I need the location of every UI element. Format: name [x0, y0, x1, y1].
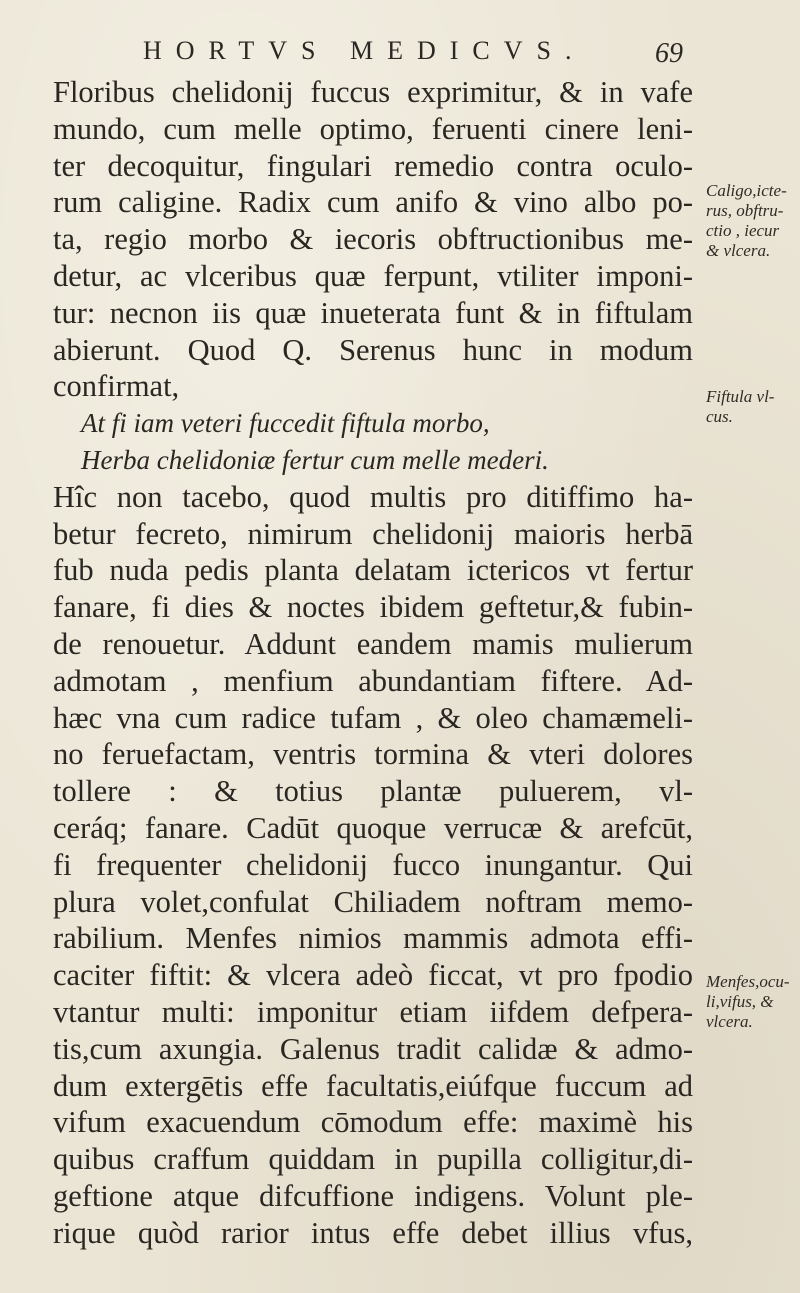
text-line: detur, ac vlceribus quæ ferpunt, vtiliter imponi-	[53, 258, 693, 293]
verse-line: Herba chelidoniæ fertur cum melle mederi.	[81, 444, 549, 475]
text-line: betur fecreto, nimirum chelidonij maioris herbā	[53, 516, 693, 551]
text-line: no feruefactam, ventris tormina & vteri dolores	[53, 737, 693, 772]
text-line: hæc vna cum radice tufam , & oleo chamæmeli-	[53, 700, 693, 735]
margin-note-line: Fiftula vl-	[706, 387, 775, 406]
text-line: fanare, fi dies & noctes ibidem geftetur,& fubin-	[53, 590, 693, 625]
text-line: dum extergētis effe facultatis,eiúfque fuccum ad	[53, 1068, 693, 1103]
text-line: confirmat,	[53, 369, 180, 404]
text-line: mundo, cum melle optimo, feruenti cinere leni-	[53, 111, 693, 146]
text-line: fub nuda pedis planta delatam ictericos vt fertur	[53, 553, 693, 588]
margin-note-line: li,vifus, &	[706, 992, 774, 1011]
text-line: rum caligine. Radix cum anifo & vino albo po-	[53, 185, 693, 220]
text-line: caciter fiftit: & vlcera adeò ficcat, vt pro fpodio	[53, 958, 693, 993]
margin-note-caligo	[706, 181, 798, 261]
text-line: admotam , menfium abundantiam fiftere. Ad-	[53, 663, 693, 698]
margin-note-line: vlcera.	[706, 1012, 753, 1031]
margin-note-menses	[706, 972, 798, 1032]
margin-note-line: Menfes,ocu-	[706, 972, 790, 991]
text-line: ceráq; fanare. Cadūt quoque verrucæ & arefcūt,	[53, 810, 693, 845]
margin-note-fistula	[706, 387, 798, 427]
main-text-block	[53, 74, 693, 1252]
margin-note-line: cus.	[706, 407, 733, 426]
text-line: vtantur multi: imponitur etiam iifdem defpera-	[53, 994, 693, 1029]
text-line: fi frequenter chelidonij fucco inungantur. Qui	[53, 847, 693, 882]
margin-note-line: Caligo,icte-	[706, 181, 787, 200]
text-line: tollere : & totius plantæ puluerem, vl-	[53, 774, 693, 809]
margin-note-line: & vlcera.	[706, 241, 771, 260]
text-line: geftione atque difcuffione indigens. Volunt ple-	[53, 1178, 693, 1213]
text-line: Hîc non tacebo, quod multis pro ditiffimo ha-	[53, 479, 693, 514]
page-header	[143, 36, 683, 76]
text-line: plura volet,confulat Chiliadem noftram memo-	[53, 884, 693, 919]
text-line: rabilium. Menfes nimios mammis admota effi-	[53, 921, 693, 956]
margin-note-line: ctio , iecur	[706, 221, 780, 240]
text-line: ter decoquitur, fingulari remedio contra oculo-	[53, 148, 693, 183]
text-line: vifum exacuendum cōmodum effe: maximè his	[53, 1105, 693, 1140]
text-line: abierunt. Quod Q. Serenus hunc in modum	[53, 332, 693, 367]
text-line: Floribus chelidonij fuccus exprimitur, & in vafe	[53, 75, 693, 109]
running-title: HORTVS MEDICVS.	[143, 36, 586, 65]
page-number: 69	[655, 38, 683, 69]
text-line: rique quòd rarior intus effe debet illius vfus,	[53, 1215, 693, 1250]
text-line: tur: necnon iis quæ inueterata funt & in fiftulam	[53, 295, 693, 330]
text-line: de renouetur. Addunt eandem mamis mulierum	[53, 626, 693, 661]
text-line: quibus craffum quiddam in pupilla colligitur,di-	[53, 1142, 693, 1177]
text-line: tis,cum axungia. Galenus tradit calidæ & admo-	[53, 1031, 693, 1066]
margin-note-line: rus, obftru-	[706, 201, 784, 220]
text-line: ta, regio morbo & iecoris obftructionibus me-	[53, 222, 693, 257]
verse-line: At fi iam veteri fuccedit fiftula morbo,	[81, 408, 490, 439]
